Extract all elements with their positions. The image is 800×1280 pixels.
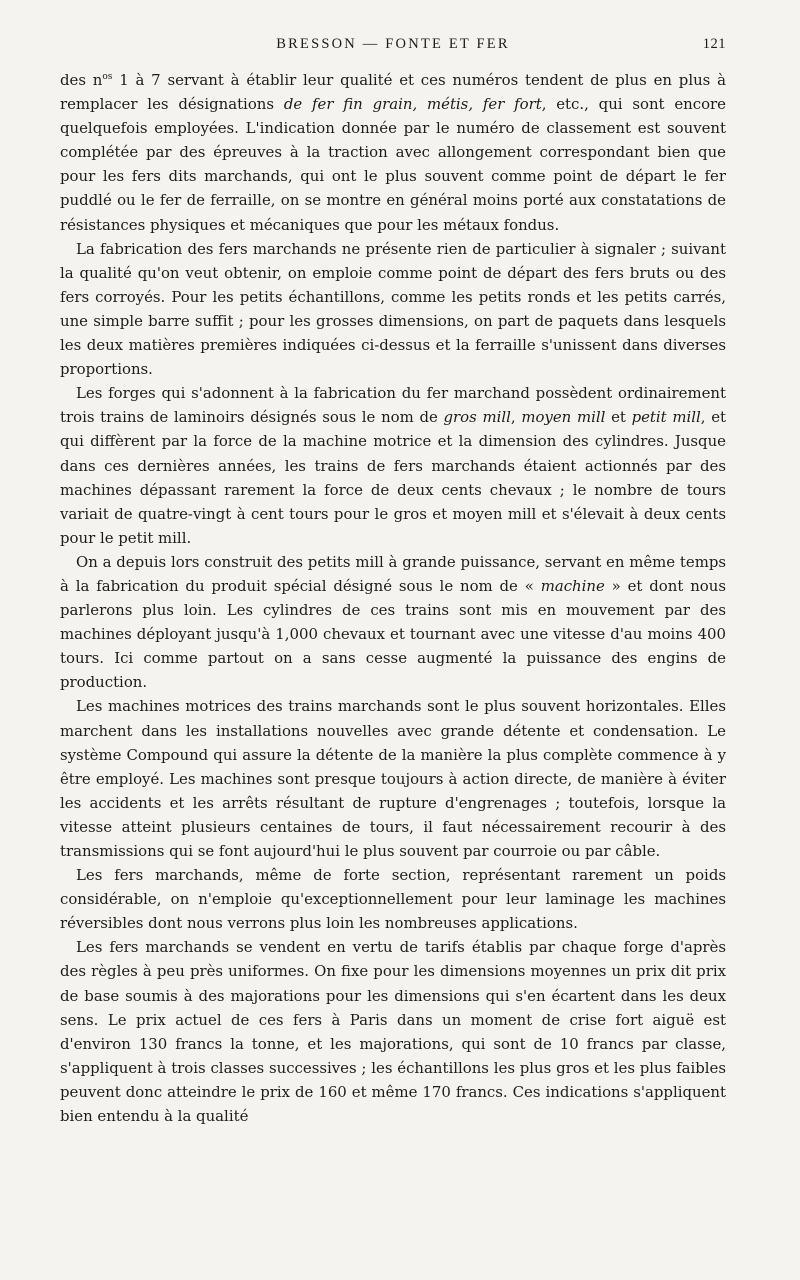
italic-term: petit mill <box>631 408 701 427</box>
paragraph <box>60 863 726 935</box>
book-page <box>60 36 726 1128</box>
page-number: 121 <box>702 36 726 52</box>
running-header <box>60 36 726 60</box>
running-title: BRESSON — FONTE ET FER <box>276 36 510 52</box>
paragraph <box>60 237 726 382</box>
text-run: Les machines motrices des trains marchands sont le plus souvent horizontales. Elles marchent dans les installations nouvelles avec grande détente et condensation. Le système Compound qui assure la détente de la manière la plus complète commence à y être employé. Les machines sont presque toujours à action directe, de manière à éviter les accidents et les arrêts résultant de rupture d'engrenages ; toutefois, lorsque la vitesse atteint plusieurs centaines de tours, il faut nécessairement recourir à des transmissions qui se font aujourd'hui le plus souvent par courroie ou par câble. <box>60 697 726 860</box>
paragraph <box>60 550 726 695</box>
text-run: des n <box>60 71 103 89</box>
paragraph <box>60 694 726 863</box>
text-run: » et dont nous parlerons plus loin. Les cylindres de ces trains sont mis en mouvement par des machines déployant jusqu'à 1,000 chevaux et tournant avec une vitesse d'au moins 400 tours. Ici comme partout on a sans cesse augmenté la puissance des engins de production. <box>60 576 726 692</box>
text-run: et <box>605 408 632 427</box>
italic-term: machine <box>540 576 605 595</box>
text-run: Les fers marchands, même de forte section, représentant rarement un poids considérable, on n'emploie qu'exceptionnellement pour leur laminage les machines réversibles dont nous verrons plus loin les nombreuses applications. <box>60 866 726 933</box>
paragraph <box>60 381 726 550</box>
paragraph <box>60 68 726 237</box>
text-run: , et qui diffèrent par la force de la machine motrice et la dimension des cylindres. Jusque dans ces dernières années, les trains de fers marchands étaient actionnés par des machines dépassant rarement la force de deux cents chevaux ; le nombre de tours variait de quatre-vingt à cent tours pour le gros et moyen mill et s'élevait à deux cents pour le petit mill. <box>60 408 727 547</box>
text-run: Les fers marchands se vendent en vertu de tarifs établis par chaque forge d'après des règles à peu près uniformes. On fixe pour les dimensions moyennes un prix dit prix de base soumis à des majorations pour les dimensions qui s'en écartent dans les deux sens. Le prix actuel de ces fers à Paris dans un moment de crise fort aiguë est d'environ 130 francs la tonne, et les majorations, qui sont de 10 francs par classe, s'appliquent à trois classes successives ; les échantillons les plus gros et les plus faibles peuvent donc atteindre le prix de 160 et même 170 francs. Ces indications s'appliquent bien entendu à la qualité <box>60 938 726 1126</box>
text-run: Les forges qui s'adonnent à la fabrication du fer marchand possèdent ordinairement trois trains de laminoirs désignés sous le nom de <box>60 384 726 427</box>
italic-term: moyen mill <box>521 408 606 427</box>
italic-term: gros mill <box>443 408 511 427</box>
text-run: 1 à 7 servant à établir leur qualité et ces numéros tendent de plus en plus à remplacer les désignations <box>60 71 726 114</box>
body-text <box>60 68 726 1128</box>
paragraph <box>60 935 726 1128</box>
text-run: On a depuis lors construit des petits mill à grande puissance, servant en même temps à la fabrication du produit spécial désigné sous le nom de « <box>60 552 726 595</box>
superscript: os <box>102 72 113 83</box>
italic-term: de fer fin grain, métis, fer fort <box>283 95 542 114</box>
text-run: , <box>510 408 522 427</box>
text-run: La fabrication des fers marchands ne présente rien de particulier à signaler ; suivant la qualité qu'on veut obtenir, on emploie comme point de départ des fers bruts ou des fers corroyés. Pour les petits échantillons, comme les petits ronds et les petits carrés, une simple barre suffit ; pour les grosses dimensions, on part de paquets dans lesquels les deux matières premières indiquées ci-dessus et la ferraille s'unissent dans diverses proportions. <box>60 239 726 379</box>
text-run: , etc., qui sont encore quelquefois employées. L'indication donnée par le numéro de classement est souvent complétée par des épreuves à la traction avec allongement correspondant bien que pour les fers dits marchands, qui ont le plus souvent comme point de départ le fer puddlé ou le fer de ferraille, on se montre en général moins porté aux constatations de résistances physiques et mécaniques que pour les métaux fondus. <box>60 95 726 234</box>
